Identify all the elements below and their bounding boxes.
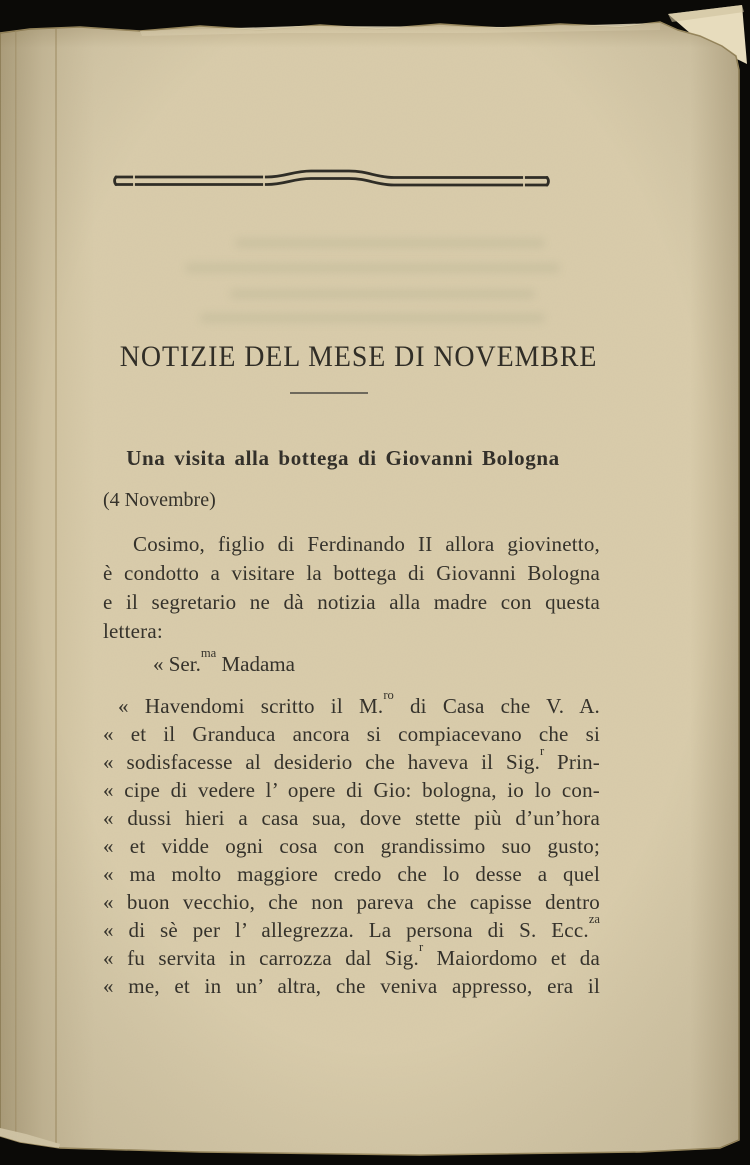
printed-text-block: [103, 338, 600, 1000]
letter-line: « cipe di vedere l’ opere di Gio: bologna, io lo con-: [103, 778, 600, 802]
intro-line: è condotto a visitare la bottega di Giovanni Bologna: [103, 561, 600, 585]
intro-line: e il segretario ne dà notizia alla madre con questa: [103, 590, 600, 614]
chapter-title: NOTIZIE DEL MESE DI NOVEMBRE: [119, 340, 598, 373]
section-heading: Una visita alla bottega di Giovanni Bologna: [126, 446, 560, 470]
letter-line: « et vidde ogni cosa con grandissimo suo gusto;: [103, 834, 600, 858]
show-through: [185, 263, 560, 273]
letter-line: « et il Granduca ancora si compiacevano che si: [103, 722, 600, 746]
letter-salutation: « Ser.$^{ma}$ Madama: [153, 646, 295, 676]
letter-line: « dussi hieri a casa sua, dove stette più d’un’hora: [103, 806, 600, 830]
show-through: [235, 238, 545, 248]
title-divider: [290, 392, 368, 394]
show-through: [200, 313, 545, 323]
letter-body: [103, 688, 601, 1000]
letter-line: « fu servita in carrozza dal Sig.$^r$ Maiordomo et da: [103, 940, 600, 970]
letter-line: « me, et in un’ altra, che veniva appresso, era il: [103, 974, 600, 998]
ornament-rule: [109, 168, 558, 192]
letter-line: « sodisfacesse al desiderio che haveva il Sig.$^r$ Prin-: [103, 744, 601, 774]
intro-line: Cosimo, figlio di Ferdinando II allora giovinetto,: [133, 532, 600, 556]
show-through: [230, 289, 535, 299]
date-line: (4 Novembre): [103, 489, 216, 511]
letter-line: « buon vecchio, che non pareva che capisse dentro: [103, 890, 600, 914]
intro-paragraph: [103, 530, 600, 646]
letter-line: « Havendomi scritto il M.$^{ro}$ di Casa che V. A.: [118, 688, 601, 718]
intro-line: lettera:: [103, 619, 163, 643]
letter-line: « di sè per l’ allegrezza. La persona di S. Ecc.$^{za}$: [103, 912, 600, 942]
letter-line: « ma molto maggiore credo che lo desse a quel: [103, 862, 600, 886]
